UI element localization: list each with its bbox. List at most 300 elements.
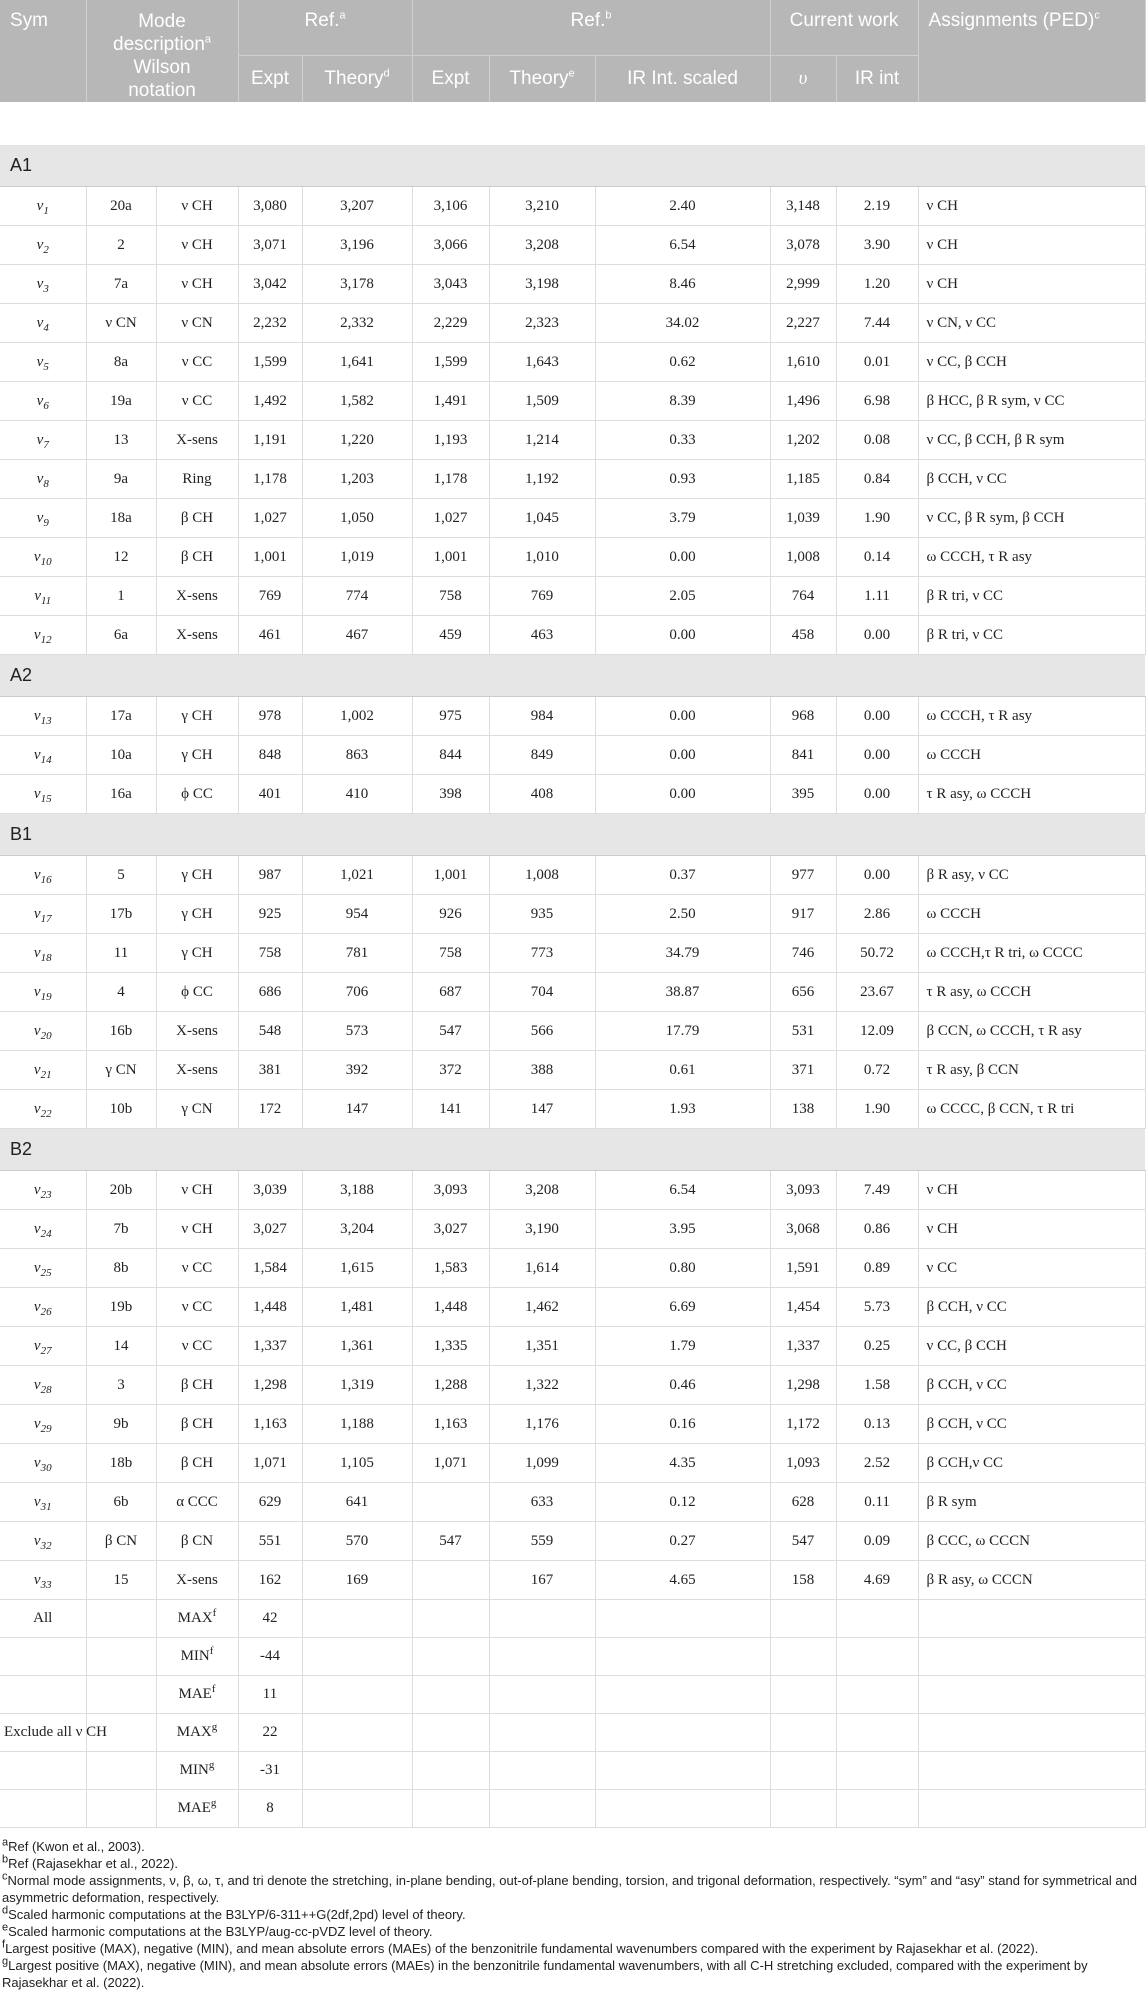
stat-label [156, 1752, 238, 1790]
ir-int-scaled: 1.79 [595, 1327, 770, 1366]
mode-symbol [0, 1327, 86, 1366]
expt-a: 1,027 [238, 499, 302, 538]
assignment: τ R asy, β CCN [918, 1051, 1145, 1090]
ir-int-scaled: 0.61 [595, 1051, 770, 1090]
error-stat-row [0, 1638, 1145, 1676]
mode-index: 4 [43, 321, 49, 334]
current-ir-int: 0.00 [836, 616, 918, 655]
mode-description: γ CH [156, 934, 238, 973]
current-upsilon: 656 [770, 973, 836, 1012]
error-stat-row [0, 1790, 1145, 1828]
current-ir-int: 1.90 [836, 499, 918, 538]
table-row [0, 1327, 1145, 1366]
expt-a: 1,298 [238, 1366, 302, 1405]
theory-b: 1,192 [489, 460, 595, 499]
current-upsilon: 458 [770, 616, 836, 655]
mode-index: 12 [40, 633, 52, 646]
wilson-notation: 9a [86, 460, 156, 499]
mode-index: 32 [40, 1539, 52, 1552]
mode-description: β CH [156, 1405, 238, 1444]
assignment: ν CN, ν CC [918, 304, 1145, 343]
theory-b: 388 [489, 1051, 595, 1090]
assignment: β R sym [918, 1483, 1145, 1522]
mode-description: ν CC [156, 1327, 238, 1366]
footnotes [0, 1828, 1145, 1991]
stat-empty [836, 1600, 918, 1638]
mode-index: 14 [40, 753, 52, 766]
current-upsilon: 1,202 [770, 421, 836, 460]
footnote-mark: e [2, 1921, 9, 1934]
footnote-mark: b [2, 1853, 9, 1866]
mode-index: 10 [40, 555, 52, 568]
current-ir-int: 6.98 [836, 382, 918, 421]
mode-symbol-letter: ν [33, 866, 41, 883]
current-ir-int: 2.52 [836, 1444, 918, 1483]
mode-symbol-letter: ν [33, 1022, 41, 1039]
table-row [0, 1561, 1145, 1600]
ir-int-scaled: 0.27 [595, 1522, 770, 1561]
symmetry-group-row [0, 1129, 1145, 1171]
mode-index: 18 [40, 951, 52, 964]
ir-int-scaled: 0.62 [595, 343, 770, 382]
mode-index: 2 [43, 243, 49, 256]
expt-b: 687 [412, 973, 489, 1012]
mode-symbol-letter: ν [33, 746, 41, 763]
theory-b: 1,322 [489, 1366, 595, 1405]
stat-empty [770, 1790, 836, 1828]
footnote [2, 1838, 1143, 1855]
wilson-notation: 1 [86, 577, 156, 616]
table-row [0, 1522, 1145, 1561]
header-current-work: Current work [770, 0, 918, 55]
wilson-notation: 10a [86, 736, 156, 775]
stat-group: Exclude all ν CH [0, 1714, 86, 1752]
expt-b: 1,335 [412, 1327, 489, 1366]
assignment: ν CH [918, 1171, 1145, 1210]
stat-empty [595, 1600, 770, 1638]
current-ir-int: 0.11 [836, 1483, 918, 1522]
stat-group [0, 1676, 86, 1714]
ir-int-scaled: 0.16 [595, 1405, 770, 1444]
expt-b: 926 [412, 895, 489, 934]
expt-a: 1,448 [238, 1288, 302, 1327]
assignment: β R tri, ν CC [918, 577, 1145, 616]
error-stat-row [0, 1752, 1145, 1790]
current-upsilon: 1,610 [770, 343, 836, 382]
table-row [0, 1288, 1145, 1327]
mode-description: ν CH [156, 226, 238, 265]
assignment: β R tri, ν CC [918, 616, 1145, 655]
stat-label-text: MAX [176, 1724, 212, 1740]
stat-empty [595, 1714, 770, 1752]
theory-b: 633 [489, 1483, 595, 1522]
expt-b: 459 [412, 616, 489, 655]
stat-empty [86, 1638, 156, 1676]
header-theory-b: Theory$^e$ [489, 55, 595, 102]
mode-description: γ CH [156, 895, 238, 934]
current-upsilon: 2,227 [770, 304, 836, 343]
stat-empty [412, 1790, 489, 1828]
assignment: ω CCCH,τ R tri, ω CCCC [918, 934, 1145, 973]
footnote-text: Largest positive (MAX), negative (MIN), and mean absolute errors (MAEs) in the benzonitrile fundamental wavenumbers, with all C-H stretching excluded, compared with the experiment by Rajasekhar et al. (2022). [2, 1958, 1088, 1990]
assignment: β CCN, ω CCCH, τ R asy [918, 1012, 1145, 1051]
ir-int-scaled: 0.33 [595, 421, 770, 460]
ir-int-scaled: 0.80 [595, 1249, 770, 1288]
assignment: τ R asy, ω CCCH [918, 775, 1145, 814]
current-upsilon: 1,454 [770, 1288, 836, 1327]
mode-description: β CH [156, 1444, 238, 1483]
mode-index: 7 [43, 438, 49, 451]
theory-b: 1,099 [489, 1444, 595, 1483]
wilson-notation: γ CN [86, 1051, 156, 1090]
assignment: ν CC, β R sym, β CCH [918, 499, 1145, 538]
current-upsilon: 1,337 [770, 1327, 836, 1366]
mode-description: Ring [156, 460, 238, 499]
stat-label-text: MAE [178, 1686, 212, 1702]
mode-symbol [0, 1171, 86, 1210]
footnote [2, 1957, 1143, 1991]
mode-symbol-letter: ν [33, 626, 41, 643]
expt-a: 3,027 [238, 1210, 302, 1249]
wilson-notation: 7a [86, 265, 156, 304]
expt-b: 398 [412, 775, 489, 814]
table-row [0, 265, 1145, 304]
symmetry-group-label: B1 [0, 814, 1145, 856]
stat-empty [86, 1790, 156, 1828]
mode-description: γ CH [156, 736, 238, 775]
wilson-notation: 18a [86, 499, 156, 538]
current-ir-int: 4.69 [836, 1561, 918, 1600]
mode-symbol [0, 265, 86, 304]
mode-description: X-sens [156, 1051, 238, 1090]
table-row [0, 973, 1145, 1012]
mode-symbol-letter: ν [36, 236, 44, 253]
ir-int-scaled: 0.12 [595, 1483, 770, 1522]
mode-index: 15 [40, 792, 52, 805]
table-row [0, 499, 1145, 538]
wilson-notation: 12 [86, 538, 156, 577]
expt-a: 629 [238, 1483, 302, 1522]
current-upsilon: 1,496 [770, 382, 836, 421]
stat-value: -44 [238, 1638, 302, 1676]
current-upsilon: 3,068 [770, 1210, 836, 1249]
assignment: ν CH [918, 1210, 1145, 1249]
wilson-notation: β CN [86, 1522, 156, 1561]
mode-symbol-letter: ν [33, 1100, 41, 1117]
table-row [0, 1405, 1145, 1444]
ir-int-scaled: 4.35 [595, 1444, 770, 1483]
wilson-notation: 4 [86, 973, 156, 1012]
current-ir-int: 0.13 [836, 1405, 918, 1444]
table-row [0, 304, 1145, 343]
mode-symbol-letter: ν [33, 1454, 41, 1471]
mode-index: 25 [40, 1266, 52, 1279]
ir-int-scaled: 0.00 [595, 616, 770, 655]
ir-int-scaled: 6.54 [595, 1171, 770, 1210]
stat-footnote-mark: g [211, 1721, 218, 1733]
theory-b: 849 [489, 736, 595, 775]
current-ir-int: 0.14 [836, 538, 918, 577]
footnote-text: Normal mode assignments, ν, β, ω, τ, and tri denote the stretching, in-plane bending, out-of-plane bending, torsion, and trigonal deformation, respectively. “sym” and “asy” stand for symmetrical and asymmetric deformation, respectively. [2, 1873, 1138, 1905]
mode-symbol-letter: ν [33, 548, 41, 565]
header-expt-b: Expt [412, 55, 489, 102]
mode-symbol-letter: ν [33, 1337, 41, 1354]
current-upsilon: 138 [770, 1090, 836, 1129]
assignment: ω CCCH [918, 736, 1145, 775]
table-row [0, 1051, 1145, 1090]
theory-a: 1,319 [302, 1366, 412, 1405]
ir-int-scaled: 0.00 [595, 775, 770, 814]
table-row [0, 856, 1145, 895]
stat-empty [918, 1752, 1145, 1790]
theory-a: 1,002 [302, 697, 412, 736]
expt-a: 1,178 [238, 460, 302, 499]
current-upsilon: 1,093 [770, 1444, 836, 1483]
table-row [0, 382, 1145, 421]
expt-b: 3,027 [412, 1210, 489, 1249]
expt-a: 1,191 [238, 421, 302, 460]
mode-symbol-letter: ν [36, 431, 44, 448]
ir-int-scaled: 0.46 [595, 1366, 770, 1405]
stat-empty [770, 1676, 836, 1714]
theory-b: 1,643 [489, 343, 595, 382]
mode-symbol-letter: ν [33, 1220, 41, 1237]
current-ir-int: 5.73 [836, 1288, 918, 1327]
assignment: ν CC [918, 1249, 1145, 1288]
stat-empty [86, 1600, 156, 1638]
mode-index: 21 [40, 1068, 52, 1081]
current-upsilon: 1,298 [770, 1366, 836, 1405]
theory-a: 1,021 [302, 856, 412, 895]
wilson-notation: 15 [86, 1561, 156, 1600]
expt-b: 1,001 [412, 538, 489, 577]
theory-b: 1,614 [489, 1249, 595, 1288]
stat-label [156, 1714, 238, 1752]
theory-b: 935 [489, 895, 595, 934]
ir-int-scaled: 0.93 [595, 460, 770, 499]
expt-b: 758 [412, 577, 489, 616]
theory-a: 706 [302, 973, 412, 1012]
mode-index: 30 [40, 1461, 52, 1474]
mode-symbol-letter: ν [33, 707, 41, 724]
current-ir-int: 0.01 [836, 343, 918, 382]
table-row [0, 1210, 1145, 1249]
stat-empty [302, 1676, 412, 1714]
mode-symbol [0, 1366, 86, 1405]
theory-a: 1,105 [302, 1444, 412, 1483]
footnote-mark: a [2, 1836, 9, 1849]
stat-footnote-mark: f [211, 1683, 216, 1695]
stat-label-text: MAX [177, 1610, 213, 1626]
expt-a: 769 [238, 577, 302, 616]
mode-description: ϕ CC [156, 973, 238, 1012]
current-ir-int: 1.20 [836, 265, 918, 304]
wilson-notation: 14 [86, 1327, 156, 1366]
mode-symbol [0, 1210, 86, 1249]
stat-label-text: MIN [180, 1648, 210, 1664]
mode-index: 13 [40, 714, 52, 727]
theory-b: 1,509 [489, 382, 595, 421]
theory-a: 954 [302, 895, 412, 934]
assignment: ν CC, β CCH, β R sym [918, 421, 1145, 460]
theory-a: 3,188 [302, 1171, 412, 1210]
stat-empty [595, 1676, 770, 1714]
expt-b: 1,599 [412, 343, 489, 382]
stat-group [0, 1752, 86, 1790]
mode-description: ν CH [156, 265, 238, 304]
mode-index: 33 [40, 1578, 52, 1591]
mode-index: 22 [40, 1107, 52, 1120]
mode-symbol-letter: ν [33, 1259, 41, 1276]
current-ir-int: 0.86 [836, 1210, 918, 1249]
ir-int-scaled: 3.79 [595, 499, 770, 538]
mode-index: 1 [43, 204, 49, 217]
expt-a: 925 [238, 895, 302, 934]
expt-a: 3,039 [238, 1171, 302, 1210]
expt-a: 978 [238, 697, 302, 736]
assignment: ν CH [918, 265, 1145, 304]
mode-symbol [0, 187, 86, 226]
expt-a: 1,584 [238, 1249, 302, 1288]
mode-symbol [0, 934, 86, 973]
mode-symbol-letter: ν [36, 314, 44, 331]
mode-description: X-sens [156, 577, 238, 616]
header-ir-int-scaled: IR Int. scaled [595, 55, 770, 102]
wilson-notation: 6b [86, 1483, 156, 1522]
table-row [0, 1090, 1145, 1129]
mode-symbol [0, 1483, 86, 1522]
mode-symbol [0, 382, 86, 421]
assignment: β CCC, ω CCCN [918, 1522, 1145, 1561]
stat-empty [489, 1790, 595, 1828]
theory-a: 1,481 [302, 1288, 412, 1327]
expt-a: 1,071 [238, 1444, 302, 1483]
mode-description: γ CH [156, 697, 238, 736]
table-row [0, 226, 1145, 265]
mode-symbol-letter: ν [33, 1061, 41, 1078]
table-body [0, 102, 1145, 1828]
table-row [0, 697, 1145, 736]
mode-symbol [0, 1249, 86, 1288]
mode-symbol-letter: ν [33, 905, 41, 922]
mode-index: 17 [40, 912, 52, 925]
ir-int-scaled: 2.50 [595, 895, 770, 934]
expt-a: 551 [238, 1522, 302, 1561]
current-ir-int: 2.19 [836, 187, 918, 226]
stat-empty [489, 1714, 595, 1752]
ir-int-scaled: 0.00 [595, 736, 770, 775]
symmetry-group-label: B2 [0, 1129, 1145, 1171]
expt-a: 381 [238, 1051, 302, 1090]
assignment: β CCH, ν CC [918, 1405, 1145, 1444]
mode-index: 20 [40, 1029, 52, 1042]
theory-a: 1,019 [302, 538, 412, 577]
theory-b: 1,462 [489, 1288, 595, 1327]
current-upsilon: 1,185 [770, 460, 836, 499]
theory-a: 1,361 [302, 1327, 412, 1366]
mode-symbol [0, 421, 86, 460]
footnote-text: Scaled harmonic computations at the B3LYP/aug-cc-pVDZ level of theory. [8, 1924, 433, 1939]
expt-b: 3,066 [412, 226, 489, 265]
stat-empty [836, 1676, 918, 1714]
mode-symbol-letter: ν [33, 1415, 41, 1432]
table-row [0, 1249, 1145, 1288]
mode-description: ν CH [156, 1171, 238, 1210]
mode-symbol [0, 1090, 86, 1129]
stat-value: 22 [238, 1714, 302, 1752]
mode-index: 9 [43, 516, 49, 529]
wilson-notation: 20b [86, 1171, 156, 1210]
wilson-notation: 17b [86, 895, 156, 934]
theory-b: 167 [489, 1561, 595, 1600]
theory-b: 773 [489, 934, 595, 973]
expt-b: 3,093 [412, 1171, 489, 1210]
stat-empty [836, 1638, 918, 1676]
stat-label-text: MAE [177, 1800, 211, 1816]
mode-symbol-letter: ν [33, 1571, 41, 1588]
stat-empty [489, 1600, 595, 1638]
theory-b: 3,208 [489, 1171, 595, 1210]
table-header [0, 0, 1145, 102]
mode-symbol [0, 1444, 86, 1483]
wilson-notation: 17a [86, 697, 156, 736]
current-ir-int: 0.84 [836, 460, 918, 499]
current-ir-int: 0.72 [836, 1051, 918, 1090]
expt-b: 1,491 [412, 382, 489, 421]
table-row [0, 1444, 1145, 1483]
header-ir-int: IR int [836, 55, 918, 102]
table-row [0, 343, 1145, 382]
header-ref-b: Ref.$^b$ [412, 0, 770, 55]
expt-b [412, 1561, 489, 1600]
stat-empty [770, 1752, 836, 1790]
footnote-mark: d [2, 1904, 9, 1917]
ir-int-scaled: 4.65 [595, 1561, 770, 1600]
ir-int-scaled: 0.00 [595, 697, 770, 736]
ir-int-scaled: 17.79 [595, 1012, 770, 1051]
header-assignments: Assignments (PED)$^c$ [918, 0, 1145, 102]
wilson-notation: 18b [86, 1444, 156, 1483]
current-ir-int: 1.58 [836, 1366, 918, 1405]
footnote [2, 1923, 1143, 1940]
mode-symbol [0, 1012, 86, 1051]
stat-empty [770, 1638, 836, 1676]
error-stat-row [0, 1714, 1145, 1752]
current-upsilon: 628 [770, 1483, 836, 1522]
expt-b: 141 [412, 1090, 489, 1129]
current-ir-int: 0.08 [836, 421, 918, 460]
expt-b: 1,001 [412, 856, 489, 895]
current-ir-int: 0.00 [836, 736, 918, 775]
current-ir-int: 0.89 [836, 1249, 918, 1288]
expt-a: 461 [238, 616, 302, 655]
table-row [0, 1012, 1145, 1051]
stat-empty [489, 1638, 595, 1676]
stat-empty [918, 1790, 1145, 1828]
stat-empty [302, 1790, 412, 1828]
stat-footnote-mark: f [212, 1607, 217, 1619]
expt-a: 1,163 [238, 1405, 302, 1444]
theory-b: 769 [489, 577, 595, 616]
stat-label-text: MIN [179, 1762, 209, 1778]
mode-symbol-letter: ν [33, 1376, 41, 1393]
mode-index: 23 [40, 1188, 52, 1201]
expt-b: 975 [412, 697, 489, 736]
theory-b: 566 [489, 1012, 595, 1051]
mode-symbol [0, 1288, 86, 1327]
theory-b: 1,010 [489, 538, 595, 577]
expt-b: 1,193 [412, 421, 489, 460]
